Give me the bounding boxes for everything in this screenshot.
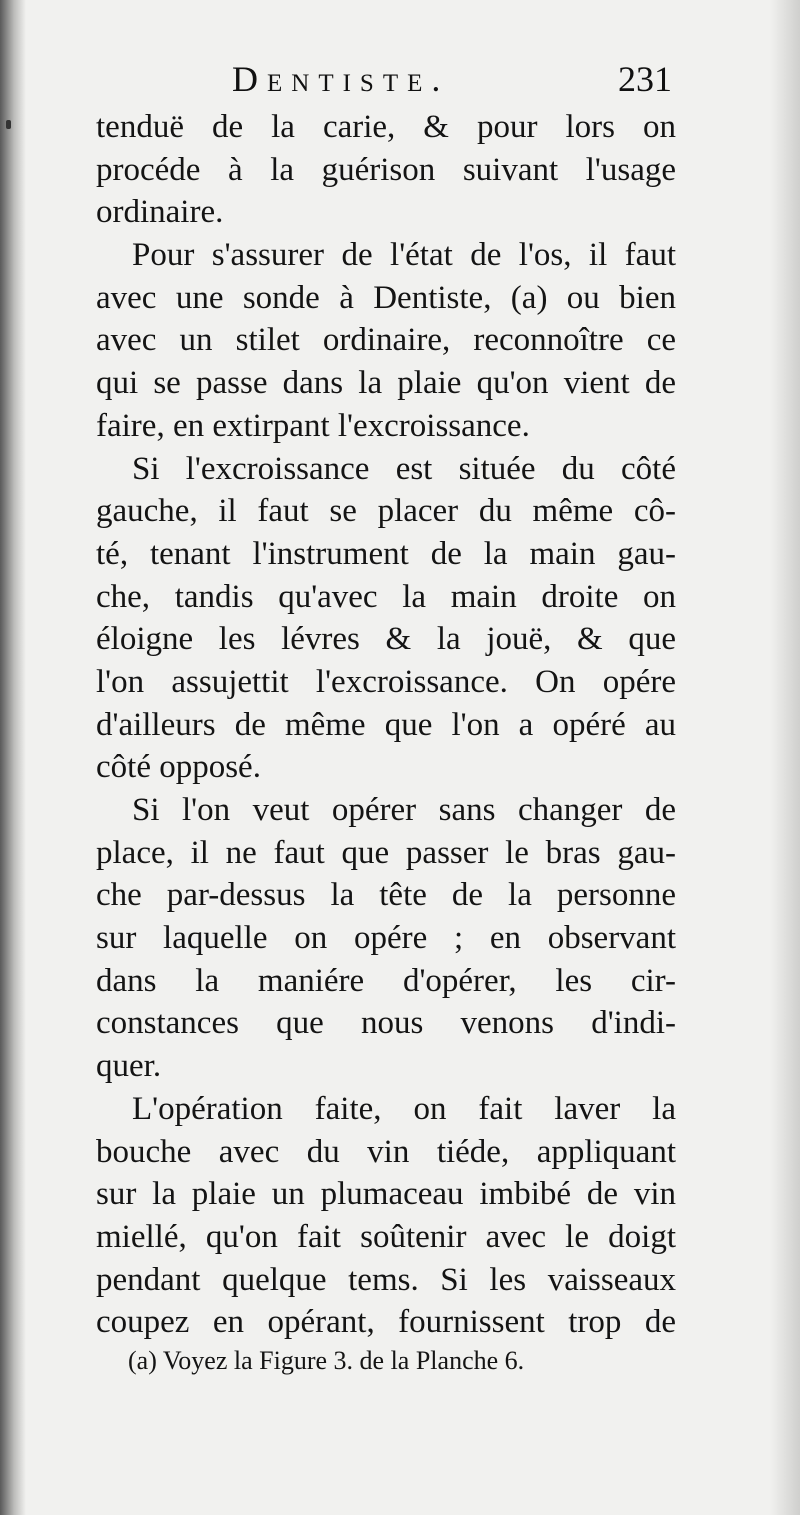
- text-line: avec un stilet ordinaire, reconnoître ce: [96, 322, 676, 359]
- text-line: L'opération faite, on fait laver la: [132, 1090, 676, 1127]
- text-line: pendant quelque tems. Si les vaisseaux: [96, 1261, 676, 1298]
- footnote: (a) Voyez la Figure 3. de la Planche 6.: [128, 1346, 525, 1375]
- text-line: place, il ne faut que passer le bras gau-: [96, 834, 676, 871]
- text-line: sur laquelle on opére ; en observant: [96, 920, 676, 957]
- page-number: 231: [618, 59, 672, 99]
- text-line: tenduë de la carie, & pour lors on: [96, 109, 676, 145]
- text-line: côté opposé.: [96, 749, 261, 786]
- text-line: sur la plaie un plumaceau imbibé de vin: [96, 1176, 676, 1213]
- text-line: d'ailleurs de même que l'on a opéré au: [96, 706, 676, 743]
- text-line: té, tenant l'instrument de la main gau-: [96, 535, 676, 572]
- text-line: quer.: [96, 1048, 162, 1085]
- text-line: Si l'excroissance est située du côté: [132, 450, 676, 487]
- text-line: éloigne les lévres & la jouë, & que: [96, 621, 676, 658]
- margin-ink-mark: [6, 120, 11, 129]
- text-line: coupez en opérant, fournissent trop de: [96, 1304, 676, 1341]
- text-line: gauche, il faut se placer du même cô-: [96, 493, 676, 530]
- running-head: Dentiste.: [232, 59, 450, 99]
- text-line: dans la maniére d'opérer, les cir-: [96, 962, 676, 999]
- text-line: constances que nous venons d'indi-: [96, 1005, 676, 1042]
- text-line: che, tandis qu'avec la main droite on: [96, 578, 676, 615]
- text-line: avec une sonde à Dentiste, (a) ou bien: [96, 279, 676, 316]
- text-line: qui se passe dans la plaie qu'on vient de: [96, 365, 676, 402]
- text-line: faire, en extirpant l'excroissance.: [96, 407, 530, 444]
- text-line: Si l'on veut opérer sans changer de: [132, 792, 676, 828]
- text-line: procéde à la guérison suivant l'usage: [96, 151, 676, 188]
- text-line: che par-dessus la tête de la personne: [96, 877, 676, 914]
- text-line: bouche avec du vin tiéde, appliquant: [96, 1133, 676, 1170]
- text-line: Pour s'assurer de l'état de l'os, il faut: [132, 237, 676, 274]
- body-text: [96, 106, 676, 1344]
- text-line: l'on assujettit l'excroissance. On opére: [96, 663, 676, 700]
- page-header: [232, 58, 672, 102]
- text-line: ordinaire.: [96, 194, 224, 231]
- text-line: miellé, qu'on fait soûtenir avec le doigt: [96, 1218, 676, 1255]
